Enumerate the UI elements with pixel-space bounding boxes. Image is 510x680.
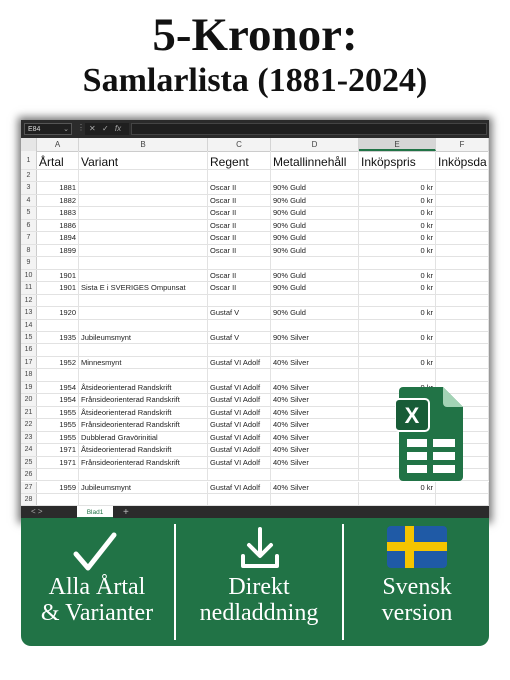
cell-price[interactable]: 0 kr: [359, 282, 436, 293]
cell-variant[interactable]: [79, 307, 208, 318]
column-header-c[interactable]: C: [208, 138, 271, 151]
cell-regent[interactable]: [208, 369, 271, 380]
cell-price[interactable]: [359, 295, 436, 306]
row-number[interactable]: 24: [21, 444, 37, 455]
cell-metal[interactable]: 90% Guld: [271, 270, 359, 281]
cell-year[interactable]: 1955: [37, 432, 79, 443]
cell-year[interactable]: 1971: [37, 444, 79, 455]
cell-metal[interactable]: [271, 344, 359, 355]
cell-price[interactable]: [359, 494, 436, 505]
cell-metal[interactable]: [271, 295, 359, 306]
cell-variant[interactable]: Åtsideorienterad Randskrift: [79, 382, 208, 393]
cell-metal[interactable]: 40% Silver: [271, 407, 359, 418]
row-number[interactable]: 25: [21, 457, 37, 468]
row-number[interactable]: 28: [21, 494, 37, 505]
cell-variant[interactable]: [79, 207, 208, 218]
cell-variant[interactable]: Jubileumsmynt: [79, 332, 208, 343]
cell-regent[interactable]: [208, 320, 271, 331]
cell-year[interactable]: 1901: [37, 270, 79, 281]
cell-year[interactable]: [37, 257, 79, 268]
cell-date[interactable]: [436, 332, 489, 343]
row-number[interactable]: 4: [21, 195, 37, 206]
table-row: [21, 332, 489, 344]
row-number[interactable]: 12: [21, 295, 37, 306]
table-row: [21, 295, 489, 307]
cell-variant[interactable]: [79, 369, 208, 380]
cell-metal[interactable]: 40% Silver: [271, 394, 359, 405]
select-all-corner[interactable]: [21, 138, 37, 151]
cell-year[interactable]: 1881: [37, 182, 79, 193]
column-title[interactable]: Inköpspris: [359, 151, 436, 169]
cell-regent[interactable]: [208, 170, 271, 181]
row-number[interactable]: 10: [21, 270, 37, 281]
row-number[interactable]: 20: [21, 394, 37, 405]
formula-buttons: [85, 123, 129, 135]
cell-metal[interactable]: 90% Guld: [271, 182, 359, 193]
cell-regent[interactable]: Oscar II: [208, 282, 271, 293]
row-number[interactable]: 22: [21, 419, 37, 430]
cell-regent[interactable]: Gustaf VI Adolf: [208, 444, 271, 455]
cell-year[interactable]: 1920: [37, 307, 79, 318]
cell-price[interactable]: 0 kr: [359, 182, 436, 193]
feature-line1: Alla Årtal: [48, 574, 146, 600]
table-row: [21, 257, 489, 269]
column-headers: [21, 138, 489, 152]
cell-variant[interactable]: Sista E i SVERIGES Ompunsat: [79, 282, 208, 293]
cell-metal[interactable]: 40% Silver: [271, 382, 359, 393]
cell-regent[interactable]: [208, 494, 271, 505]
row-number[interactable]: 2: [21, 170, 37, 181]
cell-variant[interactable]: [79, 257, 208, 268]
table-row: [21, 195, 489, 207]
cell-year[interactable]: [37, 170, 79, 181]
cell-regent[interactable]: Gustaf VI Adolf: [208, 407, 271, 418]
row-number[interactable]: 8: [21, 245, 37, 256]
cell-year[interactable]: [37, 344, 79, 355]
cell-year[interactable]: 1894: [37, 232, 79, 243]
cell-regent[interactable]: Gustaf VI Adolf: [208, 432, 271, 443]
cell-metal[interactable]: 90% Guld: [271, 282, 359, 293]
chevron-down-icon[interactable]: ⌄: [63, 126, 69, 133]
cell-price[interactable]: 0 kr: [359, 220, 436, 231]
cell-variant[interactable]: [79, 270, 208, 281]
cell-metal[interactable]: 90% Guld: [271, 220, 359, 231]
column-header-a[interactable]: A: [37, 138, 79, 151]
table-row: [21, 220, 489, 232]
cell-metal[interactable]: [271, 369, 359, 380]
row-number[interactable]: 5: [21, 207, 37, 218]
cancel-icon[interactable]: ✕: [89, 124, 96, 133]
row-number[interactable]: 16: [21, 344, 37, 355]
cell-regent[interactable]: Oscar II: [208, 220, 271, 231]
row-number[interactable]: 1: [21, 151, 37, 169]
table-row: [21, 482, 489, 494]
cell-year[interactable]: 1899: [37, 245, 79, 256]
cell-date[interactable]: [436, 220, 489, 231]
checkmark-icon: [73, 532, 117, 572]
cell-regent[interactable]: Gustaf VI Adolf: [208, 394, 271, 405]
cell-regent[interactable]: Oscar II: [208, 207, 271, 218]
cell-variant[interactable]: [79, 245, 208, 256]
row-number[interactable]: 14: [21, 320, 37, 331]
cell-variant[interactable]: Frånsideorienterad Randskrift: [79, 394, 208, 405]
feature-swedish: [345, 518, 489, 646]
column-title[interactable]: Variant: [79, 151, 208, 169]
cell-regent[interactable]: Gustaf VI Adolf: [208, 482, 271, 493]
cell-regent[interactable]: Oscar II: [208, 245, 271, 256]
cell-year[interactable]: 1935: [37, 332, 79, 343]
download-icon: [239, 526, 281, 570]
cell-variant[interactable]: [79, 170, 208, 181]
feature-line1: Direkt: [228, 574, 290, 600]
cell-year[interactable]: 1901: [37, 282, 79, 293]
cell-regent[interactable]: [208, 257, 271, 268]
cell-year[interactable]: [37, 320, 79, 331]
row-number[interactable]: 19: [21, 382, 37, 393]
column-header-f[interactable]: F: [436, 138, 489, 151]
name-box[interactable]: [24, 123, 72, 135]
cell-metal[interactable]: 90% Guld: [271, 307, 359, 318]
cell-price[interactable]: 0 kr: [359, 332, 436, 343]
cell-metal[interactable]: 40% Silver: [271, 432, 359, 443]
table-row: [21, 282, 489, 294]
cell-regent[interactable]: Gustaf VI Adolf: [208, 419, 271, 430]
cell-variant[interactable]: [79, 494, 208, 505]
cell-date[interactable]: [436, 257, 489, 268]
feature-line2: nedladdning: [199, 600, 319, 626]
row-number[interactable]: 15: [21, 332, 37, 343]
cell-metal[interactable]: [271, 257, 359, 268]
cell-price[interactable]: [359, 170, 436, 181]
cell-date[interactable]: [436, 494, 489, 505]
cell-variant[interactable]: [79, 195, 208, 206]
column-title[interactable]: Metallinnehåll: [271, 151, 359, 169]
feature-download: [177, 518, 341, 646]
cell-regent[interactable]: [208, 295, 271, 306]
cell-metal[interactable]: 90% Guld: [271, 232, 359, 243]
row-number[interactable]: 11: [21, 282, 37, 293]
cell-date[interactable]: [436, 232, 489, 243]
column-title[interactable]: Regent: [208, 151, 271, 169]
cell-year[interactable]: [37, 369, 79, 380]
row-number[interactable]: 7: [21, 232, 37, 243]
cell-year[interactable]: 1883: [37, 207, 79, 218]
cell-date[interactable]: [436, 195, 489, 206]
cell-metal[interactable]: 40% Silver: [271, 444, 359, 455]
cell-variant[interactable]: Åtsideorienterad Randskrift: [79, 444, 208, 455]
cell-price[interactable]: [359, 257, 436, 268]
cell-metal[interactable]: [271, 494, 359, 505]
cell-variant[interactable]: [79, 232, 208, 243]
table-row: [21, 344, 489, 356]
cell-year[interactable]: 1959: [37, 482, 79, 493]
header-row: [21, 151, 489, 170]
row-number[interactable]: 3: [21, 182, 37, 193]
table-row: [21, 207, 489, 219]
cell-year[interactable]: [37, 469, 79, 480]
cell-price[interactable]: 0 kr: [359, 482, 436, 493]
table-row: [21, 320, 489, 332]
cell-price[interactable]: 0 kr: [359, 245, 436, 256]
table-row: [21, 170, 489, 182]
cell-date[interactable]: [436, 307, 489, 318]
cell-variant[interactable]: [79, 220, 208, 231]
add-sheet-icon[interactable]: +: [123, 507, 129, 518]
cell-date[interactable]: [436, 369, 489, 380]
page-title: 5-Kronor:: [152, 9, 358, 61]
cell-regent[interactable]: Gustaf V: [208, 332, 271, 343]
feature-line1: Svensk: [382, 574, 452, 600]
cell-price[interactable]: [359, 320, 436, 331]
cell-regent[interactable]: Gustaf V: [208, 307, 271, 318]
cell-date[interactable]: [436, 344, 489, 355]
cell-date[interactable]: [436, 207, 489, 218]
excel-logo-letter: X: [404, 403, 420, 428]
row-number[interactable]: 18: [21, 369, 37, 380]
cell-price[interactable]: [359, 369, 436, 380]
cell-metal[interactable]: 40% Silver: [271, 357, 359, 368]
cell-year[interactable]: [37, 494, 79, 505]
row-number[interactable]: 21: [21, 407, 37, 418]
cell-price[interactable]: 0 kr: [359, 232, 436, 243]
row-number[interactable]: 6: [21, 220, 37, 231]
cell-year[interactable]: 1954: [37, 382, 79, 393]
cell-regent[interactable]: Gustaf VI Adolf: [208, 382, 271, 393]
feature-all-years: [21, 518, 173, 646]
cell-variant[interactable]: [79, 344, 208, 355]
feature-line2: & Varianter: [40, 600, 154, 626]
cell-year[interactable]: 1952: [37, 357, 79, 368]
cell-variant[interactable]: [79, 320, 208, 331]
features-banner: [21, 518, 489, 646]
cell-variant[interactable]: Frånsideorienterad Randskrift: [79, 419, 208, 430]
cell-metal[interactable]: [271, 469, 359, 480]
cell-regent[interactable]: Gustaf VI Adolf: [208, 357, 271, 368]
cell-metal[interactable]: 90% Guld: [271, 207, 359, 218]
cell-regent[interactable]: Oscar II: [208, 195, 271, 206]
row-number[interactable]: 23: [21, 432, 37, 443]
swedish-flag-icon: [387, 526, 447, 568]
cell-regent[interactable]: Oscar II: [208, 232, 271, 243]
cell-regent[interactable]: [208, 344, 271, 355]
divider: [342, 524, 344, 640]
column-header-b[interactable]: B: [79, 138, 208, 151]
cell-date[interactable]: [436, 482, 489, 493]
cell-variant[interactable]: [79, 469, 208, 480]
feature-line2: version: [381, 600, 453, 626]
row-number[interactable]: 17: [21, 357, 37, 368]
column-title[interactable]: Årtal: [37, 151, 79, 169]
table-row: [21, 369, 489, 381]
cell-variant[interactable]: Jubileumsmynt: [79, 482, 208, 493]
cell-year[interactable]: 1882: [37, 195, 79, 206]
table-row: [21, 307, 489, 319]
table-row: [21, 357, 489, 369]
cell-variant[interactable]: [79, 182, 208, 193]
row-number[interactable]: 9: [21, 257, 37, 268]
function-icon[interactable]: fx: [114, 124, 122, 133]
table-row: [21, 494, 489, 506]
cell-metal[interactable]: [271, 170, 359, 181]
cell-metal[interactable]: 90% Guld: [271, 195, 359, 206]
cell-date[interactable]: [436, 245, 489, 256]
cell-variant[interactable]: Åtsideorienterad Randskrift: [79, 407, 208, 418]
cell-year[interactable]: 1955: [37, 407, 79, 418]
cell-date[interactable]: [436, 295, 489, 306]
sheet-tab[interactable]: Blad1: [77, 506, 113, 519]
cell-price[interactable]: 0 kr: [359, 195, 436, 206]
cell-metal[interactable]: 40% Silver: [271, 457, 359, 468]
cell-price[interactable]: 0 kr: [359, 207, 436, 218]
cell-price[interactable]: 0 kr: [359, 270, 436, 281]
cell-regent[interactable]: Gustaf VI Adolf: [208, 457, 271, 468]
excel-logo-icon: [395, 385, 465, 483]
cell-regent[interactable]: Oscar II: [208, 270, 271, 281]
cell-regent[interactable]: Oscar II: [208, 182, 271, 193]
page-subtitle: Samlarlista (1881-2024): [82, 62, 428, 99]
table-row: [21, 182, 489, 194]
formula-input[interactable]: [131, 123, 487, 135]
cell-variant[interactable]: Minnesmynt: [79, 357, 208, 368]
row-number[interactable]: 26: [21, 469, 37, 480]
column-header-e[interactable]: E: [359, 138, 436, 151]
cell-metal[interactable]: [271, 320, 359, 331]
sheet-nav-arrows[interactable]: < >: [31, 507, 43, 516]
cell-date[interactable]: [436, 357, 489, 368]
row-number[interactable]: 27: [21, 482, 37, 493]
cell-price[interactable]: [359, 344, 436, 355]
cell-price[interactable]: 0 kr: [359, 307, 436, 318]
cell-date[interactable]: [436, 182, 489, 193]
cell-regent[interactable]: [208, 469, 271, 480]
cell-variant[interactable]: Dubblerad Gravörinitial: [79, 432, 208, 443]
column-title[interactable]: Inköpsda: [436, 151, 489, 169]
divider: [174, 524, 176, 640]
cell-date[interactable]: [436, 320, 489, 331]
more-icon: ⋮: [77, 123, 85, 132]
cell-date[interactable]: [436, 282, 489, 293]
table-row: [21, 232, 489, 244]
table-row: [21, 245, 489, 257]
cell-year[interactable]: [37, 295, 79, 306]
formula-bar: [21, 120, 489, 138]
cell-metal[interactable]: 90% Guld: [271, 245, 359, 256]
cell-metal[interactable]: 40% Silver: [271, 482, 359, 493]
cell-date[interactable]: [436, 270, 489, 281]
cell-year[interactable]: 1971: [37, 457, 79, 468]
column-header-d[interactable]: D: [271, 138, 359, 151]
cell-price[interactable]: 0 kr: [359, 357, 436, 368]
row-number[interactable]: 13: [21, 307, 37, 318]
cell-variant[interactable]: Frånsideorienterad Randskrift: [79, 457, 208, 468]
cell-variant[interactable]: [79, 295, 208, 306]
table-row: [21, 270, 489, 282]
cell-year[interactable]: 1954: [37, 394, 79, 405]
name-box-value: E84: [28, 126, 41, 133]
cell-metal[interactable]: 40% Silver: [271, 419, 359, 430]
cell-metal[interactable]: 90% Silver: [271, 332, 359, 343]
cell-year[interactable]: 1886: [37, 220, 79, 231]
cell-date[interactable]: [436, 170, 489, 181]
cell-year[interactable]: 1955: [37, 419, 79, 430]
confirm-icon[interactable]: ✓: [101, 124, 109, 133]
